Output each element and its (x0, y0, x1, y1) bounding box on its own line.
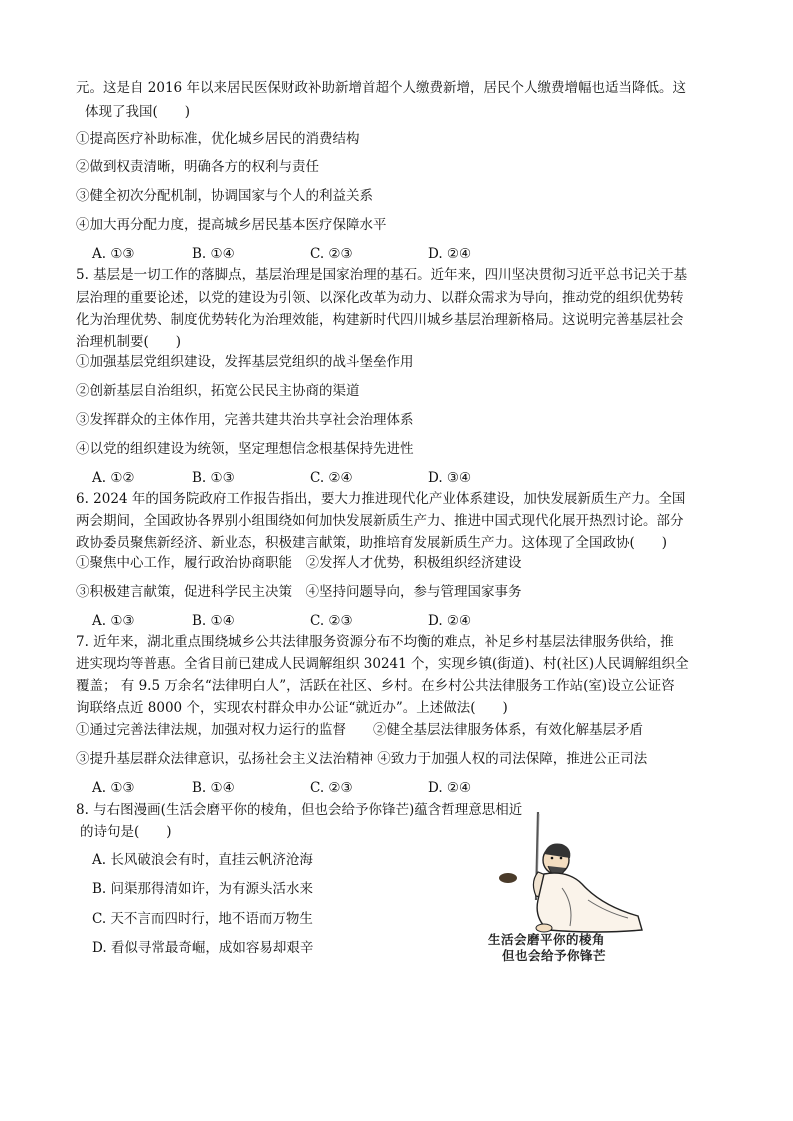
q4-option-b[interactable]: B. ①④ (192, 246, 235, 262)
q5-item-4: ④以党的组织建设为统领，坚定理想信念根基保持先进性 (76, 441, 414, 457)
q4-option-c[interactable]: C. ②③ (310, 246, 353, 262)
q8-option-d[interactable]: D. 看似寻常最奇崛，成如容易却艰辛 (92, 940, 314, 956)
q5-stem-line-1: 5. 基层是一切工作的落脚点，基层治理是国家治理的基石。近年来，四川坚决贯彻习近平总书记关于基 (76, 267, 688, 283)
comic-caption-line-1: 生活会磨平你的棱角 (488, 932, 606, 947)
q7-stem-line-2: 进实现均等普惠。全省目前已建成人民调解组织 30241 个，实现乡镇(街道)、村(社区)人民调解组织全 (76, 656, 689, 672)
whetstone (499, 873, 517, 883)
q4-option-d[interactable]: D. ②④ (428, 246, 472, 262)
q5-item-2: ②创新基层自治组织，拓宽公民民主协商的渠道 (76, 383, 360, 399)
q5-stem-line-2: 层治理的重要论述，以党的建设为引领、以深化改革为动力、以群众需求为导向，推动党的组织优势转 (76, 290, 684, 306)
q7-item-row-1: ①通过完善法律法规，加强对权力运行的监督 ②健全基层法律服务体系，有效化解基层矛盾 (76, 722, 643, 738)
q8-option-a[interactable]: A. 长风破浪会有时，直挂云帆济沧海 (92, 852, 313, 868)
q5-option-a[interactable]: A. ①② (92, 470, 135, 486)
q5-item-3: ③发挥群众的主体作用，完善共建共治共享社会治理体系 (76, 412, 414, 428)
q8-option-c[interactable]: C. 天不言而四时行，地不语而万物生 (92, 911, 313, 927)
q4-item-2: ②做到权责清晰，明确各方的权利与责任 (76, 159, 319, 175)
q6-option-a[interactable]: A. ①③ (92, 613, 135, 629)
q5-option-b[interactable]: B. ①③ (192, 470, 235, 486)
q5-item-1: ①加强基层党组织建设，发挥基层党组织的战斗堡垒作用 (76, 354, 414, 370)
q4-item-4: ④加大再分配力度，提高城乡居民基本医疗保障水平 (76, 217, 387, 233)
q7-option-c[interactable]: C. ②③ (310, 780, 353, 796)
q7-stem-line-1: 7. 近年来，湖北重点围绕城乡公共法律服务资源分布不均衡的难点，补足乡村基层法律服务供给，推 (76, 634, 674, 650)
q6-item-row-2: ③积极建言献策，促进科学民主决策 ④坚持问题导向，参与管理国家事务 (76, 584, 522, 600)
q4-item-1: ①提高医疗补助标准，优化城乡居民的消费结构 (76, 131, 360, 147)
q5-stem-line-3: 化为治理优势、制度优势转化为治理效能，构建新时代四川城乡基层治理新格局。这说明完善基层社会 (76, 312, 684, 328)
q7-item-row-2: ③提升基层群众法律意识，弘扬社会主义法治精神 ④致力于加强人权的司法保障，推进公正司法 (76, 751, 648, 767)
q7-option-b[interactable]: B. ①④ (192, 780, 235, 796)
q6-option-c[interactable]: C. ②③ (310, 613, 353, 629)
q7-option-a[interactable]: A. ①③ (92, 780, 135, 796)
q6-stem-line-1: 6. 2024 年的国务院政府工作报告指出，要大力推进现代化产业体系建设，加快发展新质生产力。全国 (76, 491, 686, 507)
q4-stem-line-2: 体现了我国( ) (85, 104, 191, 120)
q6-stem-line-3: 政协委员聚焦新经济、新业态，积极建言献策，助推培育发展新质生产力。这体现了全国政协( ) (76, 535, 668, 551)
q7-stem-line-3: 覆盖； 有 9.5 万余名“法律明白人”，活跃在社区、乡村。在乡村公共法律服务工作站(室)设立公证咨 (76, 678, 675, 694)
q4-option-a[interactable]: A. ①③ (92, 246, 135, 262)
q5-stem-line-4: 治理机制要( ) (76, 334, 182, 350)
q5-option-d[interactable]: D. ③④ (428, 470, 472, 486)
q8-stem-line-1: 8. 与右图漫画(生活会磨平你的棱角，但也会给予你锋芒)蕴含哲理意思相近 (76, 802, 523, 818)
comic-caption-line-2: 但也会给予你锋芒 (502, 948, 607, 963)
q4-item-3: ③健全初次分配机制，协调国家与个人的利益关系 (76, 188, 373, 204)
q5-option-c[interactable]: C. ②④ (310, 470, 353, 486)
q4-stem-line-1: 元。这是自 2016 年以来居民医保财政补助新增首超个人缴费新增，居民个人缴费增幅也适当降低。这 (76, 80, 686, 96)
q8-stem-line-2: 的诗句是( ) (80, 824, 172, 840)
q6-item-row-1: ①聚焦中心工作，履行政治协商职能 ②发挥人才优势，积极组织经济建设 (76, 555, 522, 571)
q6-stem-line-2: 两会期间，全国政协各界别小组围绕如何加快发展新质生产力、推进中国式现代化展开热烈讨论。部分 (76, 513, 684, 529)
q6-option-b[interactable]: B. ①④ (192, 613, 235, 629)
q7-stem-line-4: 询联络点近 8000 个，实现农村群众申办公证“就近办”。上述做法( ) (76, 700, 508, 716)
q8-option-b[interactable]: B. 问渠那得清如许，为有源头活水来 (92, 881, 314, 897)
q7-option-d[interactable]: D. ②④ (428, 780, 472, 796)
robe (537, 873, 642, 932)
q6-option-d[interactable]: D. ②④ (428, 613, 472, 629)
